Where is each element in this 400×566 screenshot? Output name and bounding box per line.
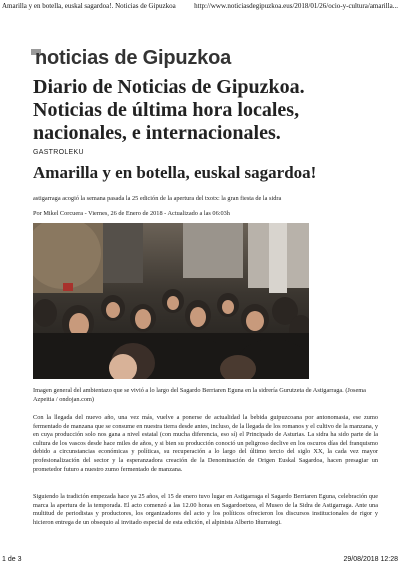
article-headline: Amarilla y en botella, euskal sagardoa!: [33, 163, 317, 182]
crowd-photo-illustration: [33, 223, 309, 379]
site-logo[interactable]: [33, 47, 231, 69]
print-header-url: http://www.noticiasdegipuzkoa.eus/2018/01/26/ocio-y-cultura/amarilla...: [194, 2, 398, 10]
article-photo: [33, 223, 309, 379]
print-header-title: Amarilla y en botella, euskal sagardoa!. Noticias de Gipuzkoa: [2, 2, 176, 10]
section-label[interactable]: GASTROLEKU: [33, 149, 84, 156]
site-title: Diario de Noticias de Gipuzkoa. Noticias de última hora locales, nacionales, e internacionales.: [33, 76, 305, 144]
print-datetime: 29/08/2018 12:28: [343, 556, 398, 563]
page-number: 1 de 3: [2, 556, 22, 563]
print-header: [0, 0, 400, 12]
logo-text: noticias de Gipuzkoa: [35, 47, 232, 69]
article-paragraph: Con la llegada del nuevo año, una vez más, vuelve a ponerse de actualidad la bebida guipuzcoana por antonomasia, ese zumo fermentado de manzana que se consume en nuestra tierra desde antes, incluso, de la llegada de los romanos y el cultivo de la manzana, y en cuya producción solo nos gana a nivel estatal (con mucha diferencia, eso sí) el Principado de Asturias. La sidra ha sido parte de la cultura de los vascos desde hace miles de años, y si bien su producción conoció un peligroso declive en los oscuros días del franquismo debido a circunstancias económicas y políticas, su recuperación a lo largo del último tercio del siglo XX, la cada vez mayor profesionalización del sector y la esperanzadora creación de la Denominación de Origen Euskal Sagardoa, hacen presagiar un prometedor futuro a nuestro zumo fermentado de manzana.: [33, 414, 378, 473]
photo-caption: Imagen general del ambientazo que se vivió a lo largo del Sagardo Berriaren Eguna en la sidrería Gurutzeta de Astigarraga. (Josema Azpeitia / ondojan.com): [33, 387, 366, 403]
article-byline: Por Mikel Corcuera - Viernes, 26 de Enero de 2018 - Actualizado a las 06:03h: [33, 210, 230, 217]
print-footer: [0, 555, 400, 566]
article-subtitle: astigarraga acogió la semana pasada la 25 edición de la apertura del txotx: la gran fiesta de la sidra: [33, 195, 282, 202]
article-paragraph: Siguiendo la tradición empezada hace ya 25 años, el 15 de enero tuvo lugar en Astigarraga el Sagardo Berriaren Eguna, celebración que marca la apertura de la temporada. El acto comenzó a las 12.00 horas en Sagardoetxea, el Museo de la Sidra de Astigarraga. Ante una multitud de periodistas y productores, los organizadores del acto y los políticos ofrecieron los discursos institucionales de rigor y hicieron entrega de un obsequio al invitado especial de esta edición, el alpinista Alberto Iñurrategi.: [33, 493, 378, 526]
